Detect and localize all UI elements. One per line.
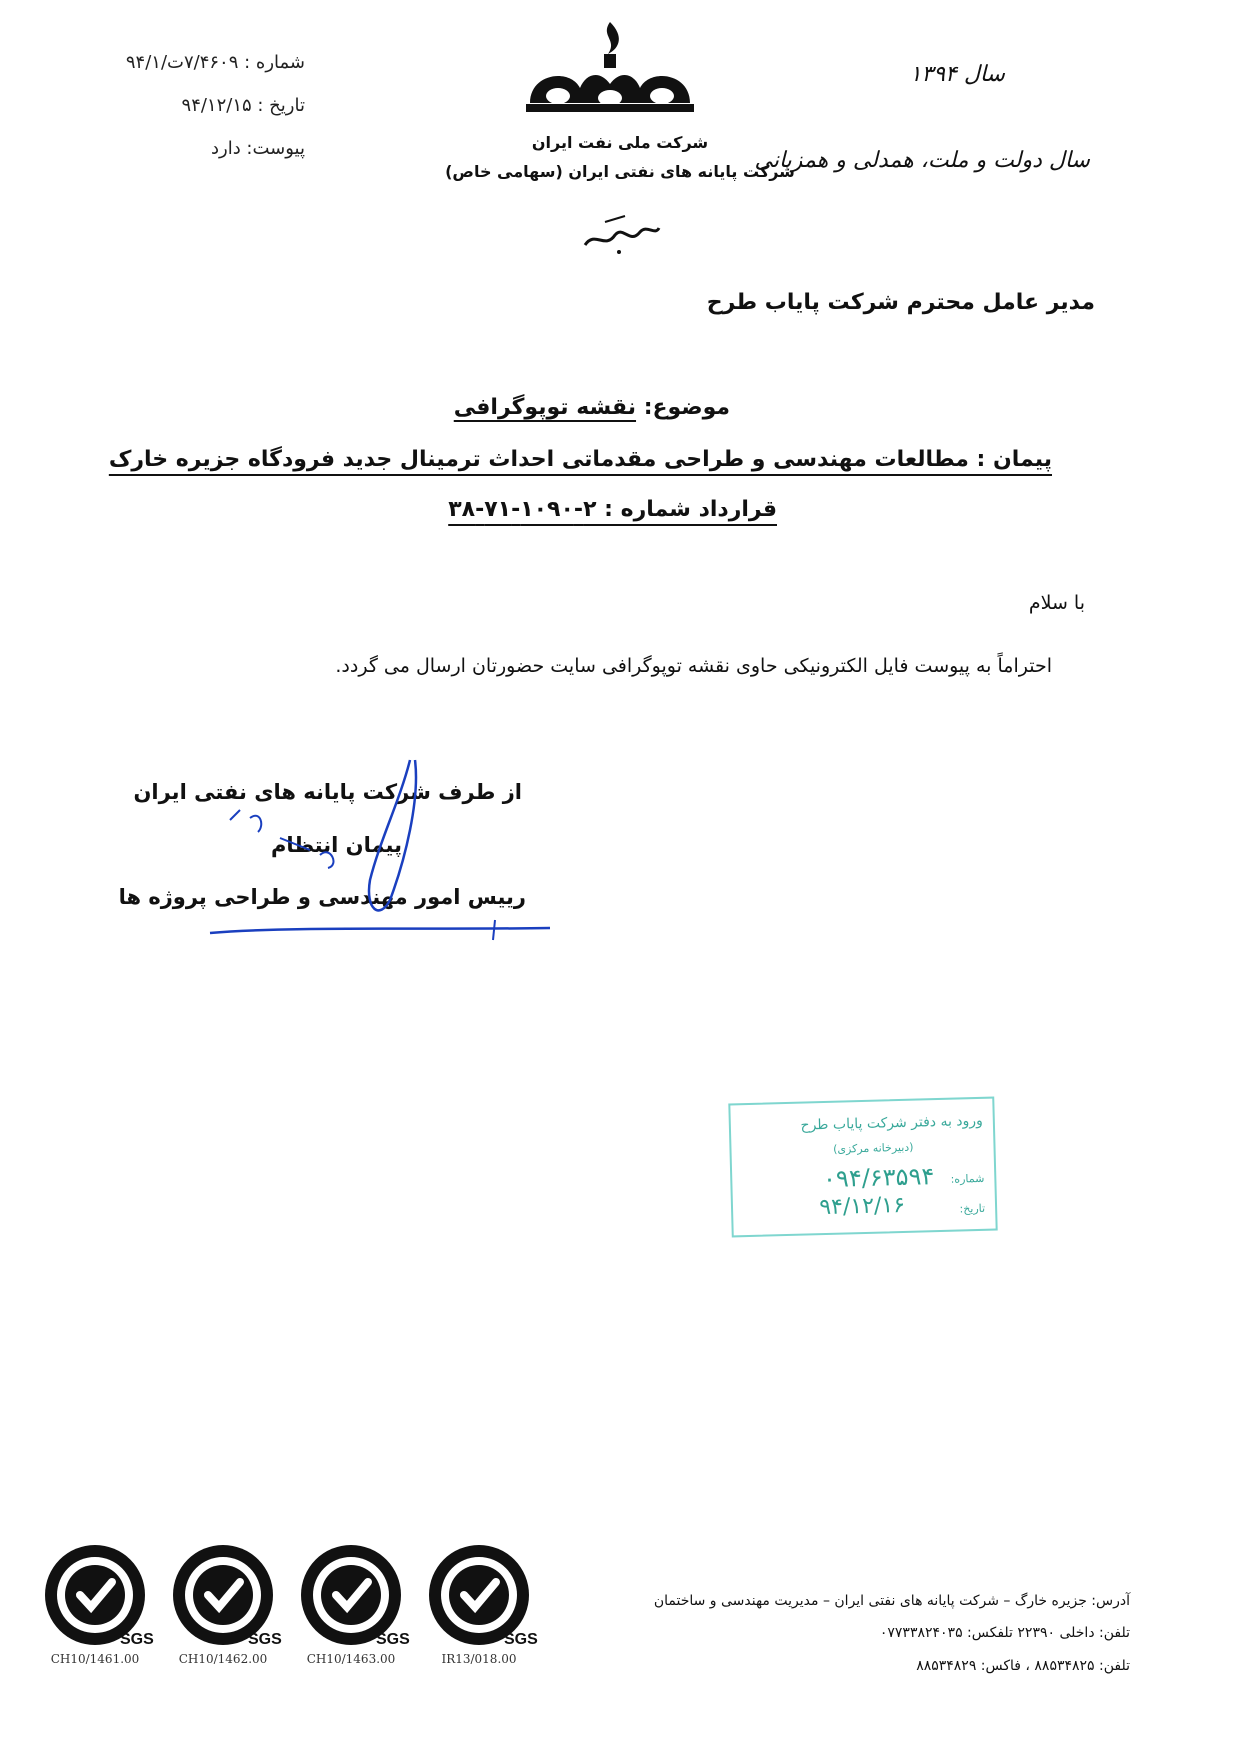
letter-attachment: پیوست: دارد	[210, 138, 305, 159]
company-name-nioc: شرکت ملی نفت ایران	[531, 133, 709, 152]
handwritten-signature-icon	[170, 740, 570, 950]
stamp-date: ۹۴/۱۲/۱۶	[818, 1192, 906, 1221]
stamp-subheading: (دبیرخانه مرکزی)	[832, 1140, 914, 1156]
registration-stamp	[728, 1097, 997, 1238]
letter-date: تاریخ : ۹۴/۱۲/۱۵	[181, 95, 305, 116]
stamp-date-label: تاریخ:	[959, 1201, 986, 1216]
subject-value: نقشه توپوگرافی	[453, 395, 637, 420]
stamp-heading: ورود به دفتر شرکت پایاب طرح	[800, 1112, 984, 1134]
greeting: با سلام	[1028, 592, 1085, 614]
contract-title: پیمان : مطالعات مهندسی و طراحی مقدماتی احداث ترمینال جدید فرودگاه جزیره خارک	[108, 447, 1052, 472]
certificate-code: IR13/018.00	[441, 1652, 517, 1666]
contract-number: قرارداد شماره : ۲-۱۰۹۰-۷۱-۳۸	[448, 497, 777, 522]
year-slogan: سال ۱۳۹۴	[909, 62, 1005, 87]
invocation-calligraphy-icon	[575, 210, 665, 260]
certification-check-icon	[168, 1540, 282, 1650]
recipient: مدیر عامل محترم شرکت پایاب طرح	[706, 290, 1095, 315]
body-text: احتراماً به پیوست فایل الکترونیکی حاوی نقشه توپوگرافی سایت حضورتان ارسال می گردد.	[335, 655, 1052, 677]
sgs-label: SGS	[504, 1631, 538, 1648]
certificate-badge	[168, 1540, 282, 1680]
certification-check-icon	[40, 1540, 154, 1650]
sgs-label: SGS	[120, 1631, 154, 1648]
letter-number: شماره : ۷/۴۶۰۹ت/۹۴/۱	[125, 52, 305, 73]
footer-phone-1: تلفن: داخلی ۲۲۳۹۰ تلفکس: ۰۷۷۳۳۸۲۴۰۳۵	[879, 1625, 1130, 1641]
company-name-terminals: شرکت پایانه های نفتی ایران (سهامی خاص)	[445, 162, 795, 181]
certificate-code: CH10/1462.00	[178, 1652, 268, 1666]
footer-address: آدرس: جزیره خارگ – شرکت پایانه های نفتی ایران – مدیریت مهندسی و ساختمان	[653, 1593, 1130, 1609]
subject-label: موضوع:	[643, 395, 730, 420]
sgs-label: SGS	[248, 1631, 282, 1648]
certificate-badge	[424, 1540, 538, 1680]
certificate-badge	[40, 1540, 154, 1680]
sgs-label: SGS	[376, 1631, 410, 1648]
certification-check-icon	[296, 1540, 410, 1650]
stamp-number-label: شماره:	[950, 1171, 985, 1186]
subject	[454, 395, 730, 420]
year-motto: سال دولت و ملت، همدلی و همزبانی	[754, 148, 1090, 173]
signature-name: پیمان انتظام	[270, 833, 402, 857]
certification-check-icon	[424, 1540, 538, 1650]
nioc-logo-icon	[520, 18, 700, 118]
signature-org: از طرف شرکت پایانه های نفتی ایران	[133, 780, 522, 804]
certificate-code: CH10/1461.00	[50, 1652, 140, 1666]
signature-title: رییس امور مهندسی و طراحی پروژه ها	[118, 885, 526, 909]
certificate-badge	[296, 1540, 410, 1680]
certificate-code: CH10/1463.00	[306, 1652, 396, 1666]
footer-phone-2: تلفن: ۸۸۵۳۴۸۲۵ ، فاکس: ۸۸۵۳۴۸۲۹	[916, 1658, 1130, 1674]
stamp-number: ۰۹۴/۶۳۵۹۴	[822, 1162, 935, 1194]
